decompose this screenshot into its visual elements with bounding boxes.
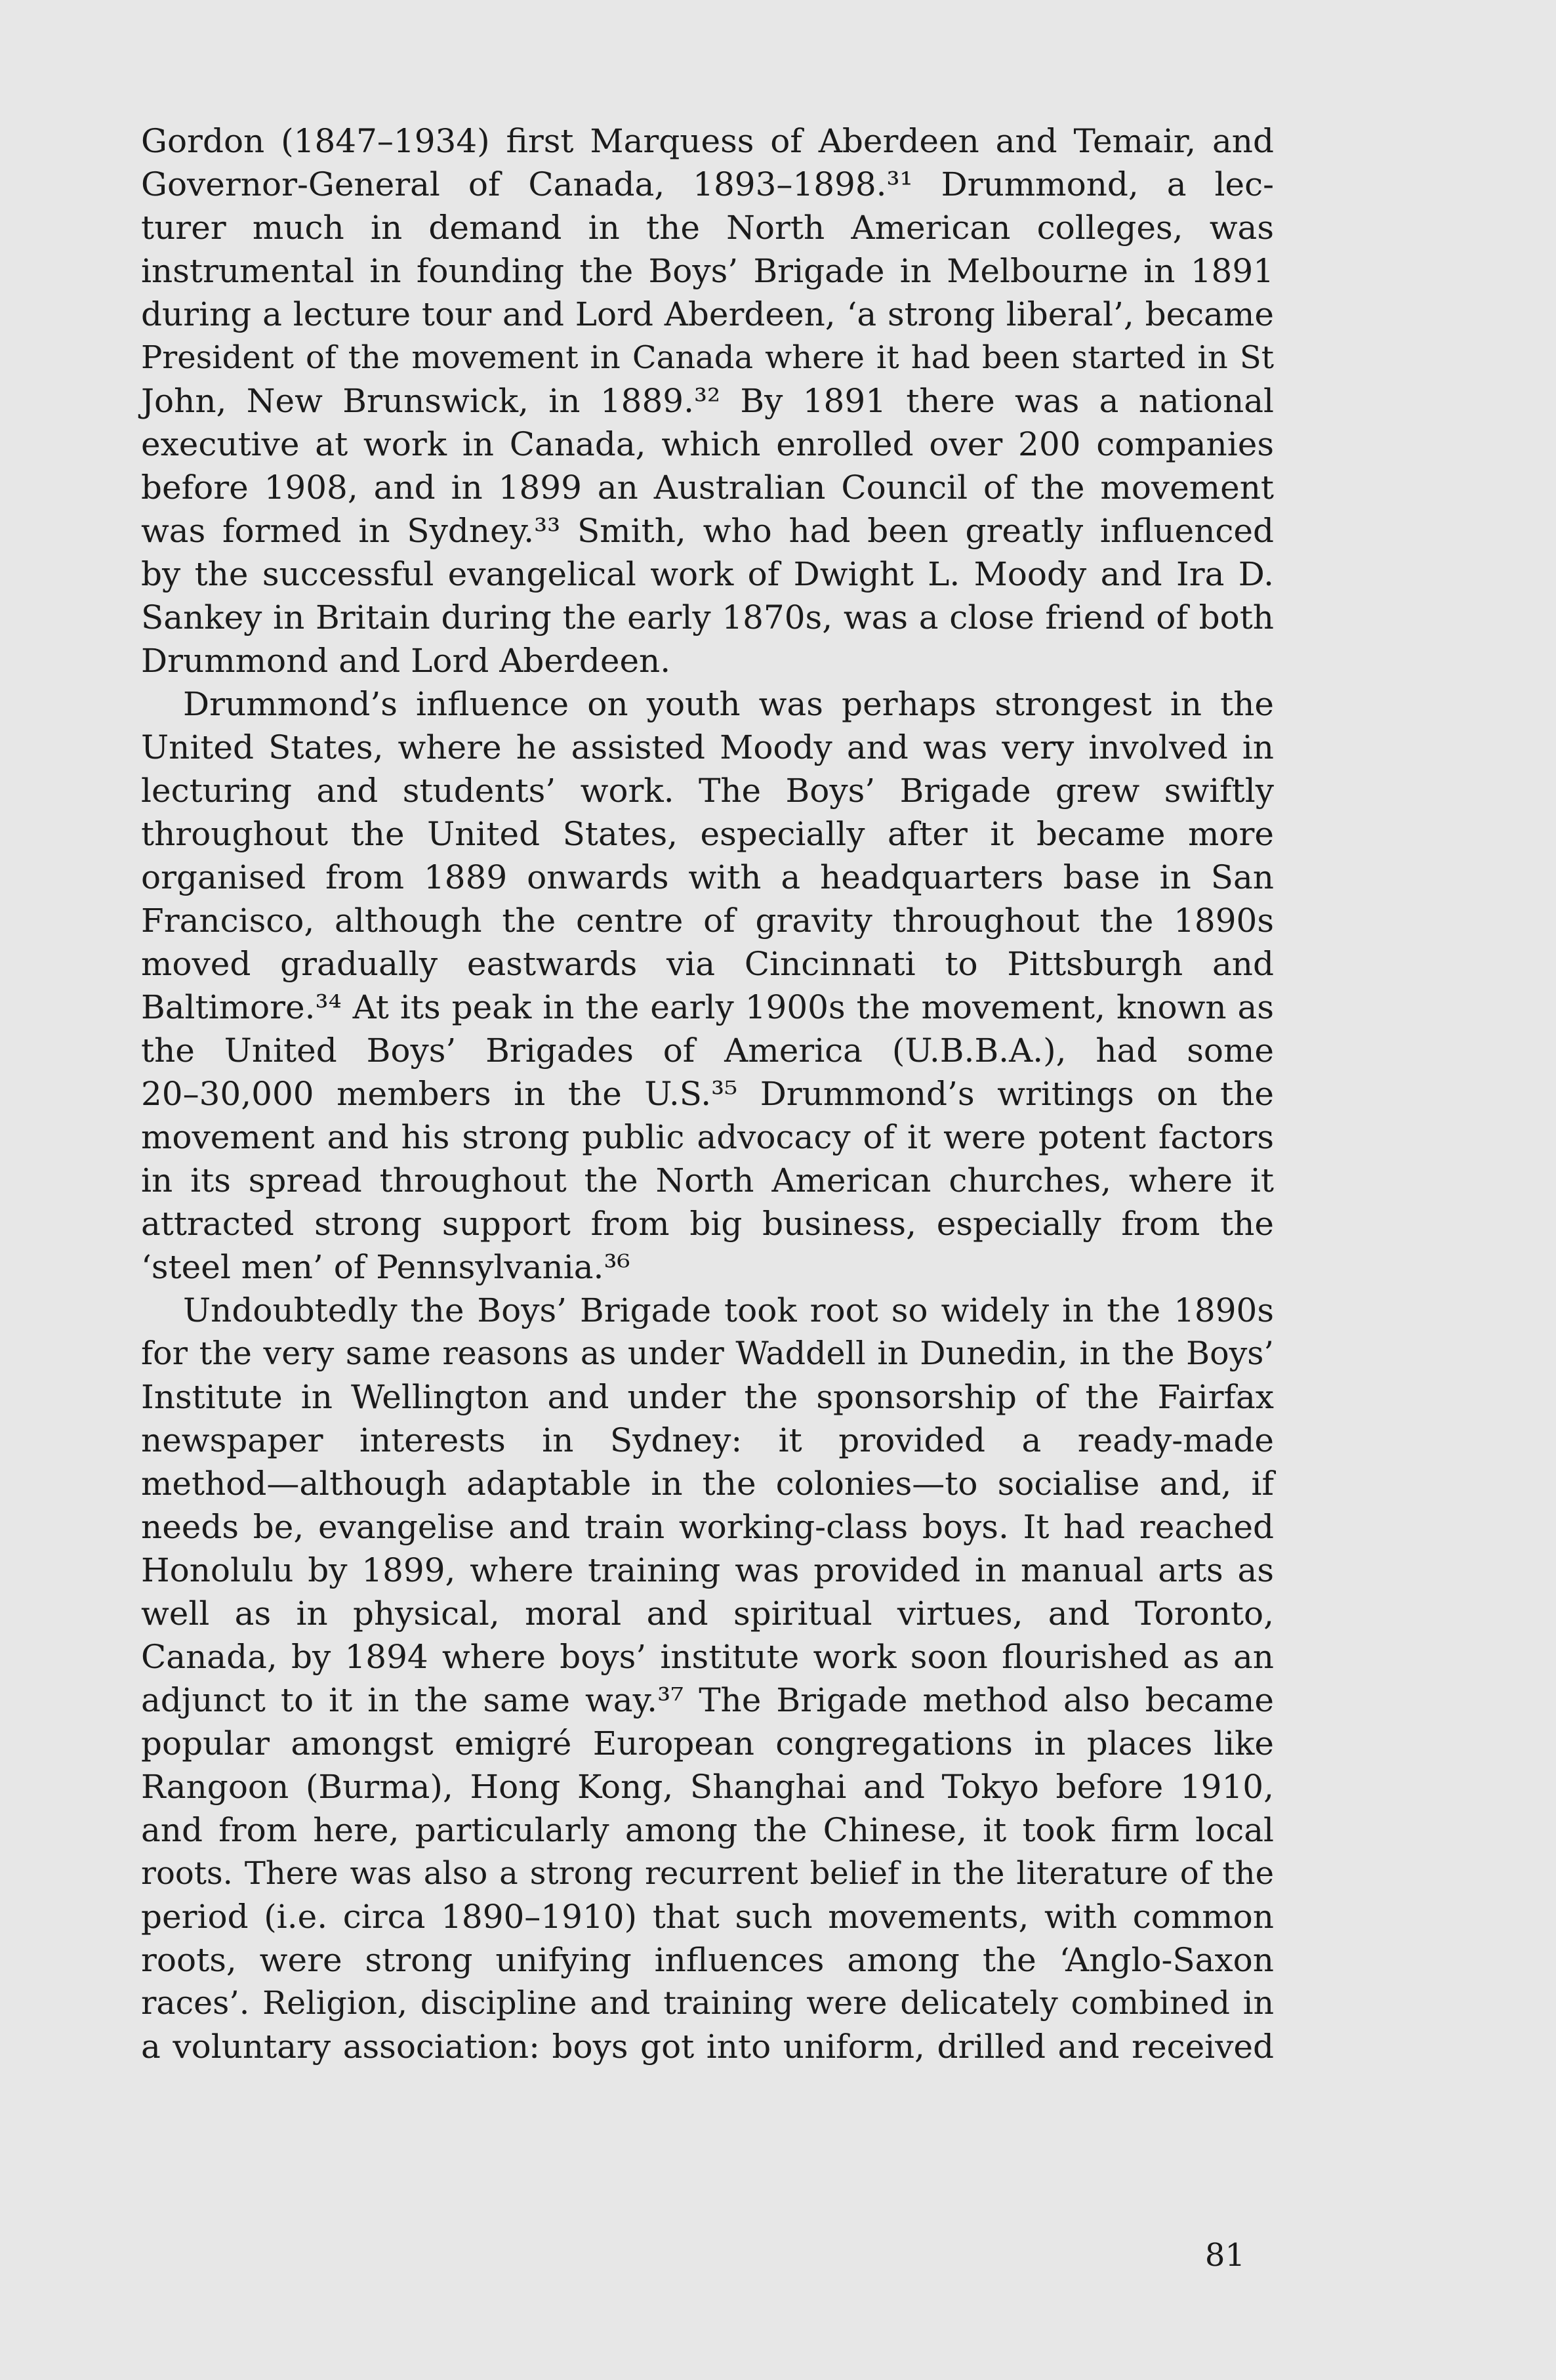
text-line: Sankey in Britain during the early 1870s, was a close friend of both xyxy=(141,598,1274,637)
text-line: method—although adaptable in the colonies—to socialise and, if xyxy=(141,1465,1274,1503)
text-line: lecturing and students’ work. The Boys’ Brigade grew swiftly xyxy=(141,772,1274,810)
body-text xyxy=(141,119,1274,2068)
text-line: Institute in Wellington and under the sponsorship of the Fairfax xyxy=(141,1378,1274,1416)
text-line: a voluntary association: boys got into uniform, drilled and received xyxy=(141,2028,1274,2066)
text-line: Honolulu by 1899, where training was provided in manual arts as xyxy=(141,1551,1274,1589)
text-line: throughout the United States, especially after it became more xyxy=(141,815,1274,853)
text-line: period (i.e. circa 1890–1910) that such movements, with common xyxy=(141,1898,1274,1936)
text-line: by the successful evangelical work of Dwight L. Moody and Ira D. xyxy=(141,555,1274,593)
text-line: adjunct to it in the same way.³⁷ The Brigade method also became xyxy=(141,1681,1274,1719)
text-line: executive at work in Canada, which enrolled over 200 companies xyxy=(141,425,1274,463)
text-line: popular amongst emigré European congregations in places like xyxy=(141,1724,1274,1763)
text-line: Gordon (1847–1934) first Marquess of Aberdeen and Temair, and xyxy=(141,122,1274,160)
text-line: attracted strong support from big business, especially from the xyxy=(141,1205,1274,1243)
text-line: needs be, evangelise and train working-class boys. It had reached xyxy=(141,1508,1274,1546)
text-line: President of the movement in Canada where it had been started in St xyxy=(141,339,1274,376)
text-line: movement and his strong public advocacy of it were potent factors xyxy=(141,1118,1274,1156)
text-line: Baltimore.³⁴ At its peak in the early 1900s the movement, known as xyxy=(141,988,1274,1026)
text-line: before 1908, and in 1899 an Australian Council of the movement xyxy=(141,469,1274,507)
text-line: Francisco, although the centre of gravity throughout the 1890s xyxy=(141,902,1274,940)
text-line: United States, where he assisted Moody and was very involved in xyxy=(141,728,1274,766)
text-line: newspaper interests in Sydney: it provided a ready-made xyxy=(141,1421,1274,1459)
text-line: John, New Brunswick, in 1889.³² By 1891 there was a national xyxy=(141,382,1274,420)
text-line: Drummond and Lord Aberdeen. xyxy=(141,642,671,680)
text-line: during a lecture tour and Lord Aberdeen, ‘a strong liberal’, became xyxy=(141,295,1274,333)
text-line: organised from 1889 onwards with a headquarters base in San xyxy=(141,858,1274,896)
text-line: Rangoon (Burma), Hong Kong, Shanghai and Tokyo before 1910, xyxy=(141,1768,1274,1806)
text-line: turer much in demand in the North American colleges, was xyxy=(141,209,1274,247)
text-line: Canada, by 1894 where boys’ institute work soon flourished as an xyxy=(141,1638,1274,1676)
text-line: roots. There was also a strong recurrent belief in the literature of the xyxy=(141,1855,1274,1892)
text-line: in its spread throughout the North American churches, where it xyxy=(141,1161,1274,1200)
text-line: the United Boys’ Brigades of America (U.B.B.A.), had some xyxy=(141,1032,1274,1070)
text-line: Governor-General of Canada, 1893–1898.³¹ Drummond, a lec- xyxy=(141,165,1274,203)
text-line: roots, were strong unifying influences among the ‘Anglo-Saxon xyxy=(141,1941,1274,1979)
text-line: was formed in Sydney.³³ Smith, who had been greatly influenced xyxy=(141,512,1274,550)
text-line: ‘steel men’ of Pennsylvania.³⁶ xyxy=(141,1248,630,1286)
text-line: Undoubtedly the Boys’ Brigade took root so widely in the 1890s xyxy=(183,1291,1274,1329)
page-number: 81 xyxy=(1204,2237,1245,2274)
text-line: for the very same reasons as under Waddell in Dunedin, in the Boys’ xyxy=(141,1335,1274,1372)
text-line: 20–30,000 members in the U.S.³⁵ Drummond’s writings on the xyxy=(141,1075,1274,1113)
text-line: well as in physical, moral and spiritual virtues, and Toronto, xyxy=(141,1595,1274,1633)
text-line: races’. Religion, discipline and training were delicately combined in xyxy=(141,1984,1274,2022)
text-line: Drummond’s influence on youth was perhaps strongest in the xyxy=(183,685,1274,723)
text-line: instrumental in founding the Boys’ Brigade in Melbourne in 1891 xyxy=(141,252,1274,290)
text-line: moved gradually eastwards via Cincinnati to Pittsburgh and xyxy=(141,945,1274,983)
text-line: and from here, particularly among the Chinese, it took firm local xyxy=(141,1811,1274,1849)
